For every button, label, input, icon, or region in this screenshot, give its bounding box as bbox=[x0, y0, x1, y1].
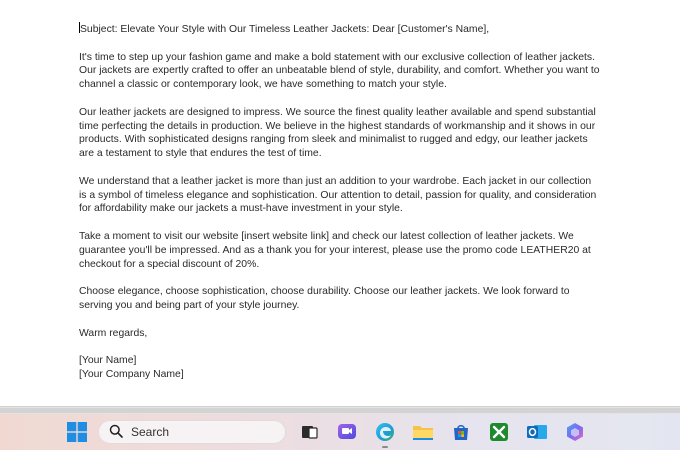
signature-block bbox=[79, 354, 609, 382]
meet-chat-icon[interactable] bbox=[334, 419, 360, 445]
search-icon bbox=[109, 424, 123, 441]
text-line: Our leather jackets are designed to impress. We source the finest quality leather available and spend substantial bbox=[79, 106, 596, 118]
subject-paragraph bbox=[79, 22, 609, 37]
task-view-icon[interactable] bbox=[296, 419, 322, 445]
text-line: time perfecting the details in production. We believe in the highest standards of workmanship and it shows in our bbox=[79, 120, 596, 132]
body-paragraph-1 bbox=[79, 51, 609, 92]
xbox-icon[interactable] bbox=[486, 419, 512, 445]
text-line: serving you and being part of your style journey. bbox=[79, 299, 300, 311]
signature-name: [Your Name] bbox=[79, 355, 137, 367]
windows-start-icon[interactable] bbox=[64, 419, 90, 445]
text-line: channel a classic or contemporary look, we have something to match your style. bbox=[79, 79, 447, 91]
text-line: Take a moment to visit our website [insert website link] and check our latest collection of leather jackets. We bbox=[79, 230, 574, 242]
closing-line: Warm regards, bbox=[79, 327, 148, 339]
text-line: Choose elegance, choose sophistication, choose durability. Choose our leather jackets. We look forward to bbox=[79, 286, 570, 298]
body-paragraph-5 bbox=[79, 285, 609, 313]
text-line: is a symbol of timeless elegance and sophistication. Our attention to detail, passion for quality, and consideration bbox=[79, 189, 597, 201]
text-line: We understand that a leather jacket is more than just an addition to your wardrobe. Each jacket in our collection bbox=[79, 175, 592, 187]
document-body[interactable] bbox=[79, 22, 609, 396]
copilot-icon[interactable] bbox=[562, 419, 588, 445]
microsoft-store-icon[interactable] bbox=[448, 419, 474, 445]
text-line: products. With sophisticated designs ranging from sleek and minimalist to rugged and edgy, our leather jackets bbox=[79, 134, 588, 146]
body-paragraph-3 bbox=[79, 175, 609, 216]
body-paragraph-4 bbox=[79, 230, 609, 271]
signature-company: [Your Company Name] bbox=[79, 368, 184, 380]
text-line: for affordability make our jackets a must-have investment in your style. bbox=[79, 203, 403, 215]
text-line: are a testament to style that endures the test of time. bbox=[79, 148, 322, 160]
active-indicator bbox=[382, 446, 388, 448]
file-explorer-icon[interactable] bbox=[410, 419, 436, 445]
subject-line: Subject: Elevate Your Style with Our Timeless Leather Jackets: Dear [Customer's Name], bbox=[80, 24, 490, 35]
taskbar bbox=[0, 414, 680, 450]
taskbar-search-box[interactable] bbox=[98, 420, 286, 444]
text-line: Our jackets are expertly crafted to offer an unbeatable blend of style, durability, and comfort. Whether you want to bbox=[79, 65, 600, 77]
text-line: It's time to step up your fashion game and make a bold statement with our exclusive collection of leather jackets. bbox=[79, 51, 596, 63]
search-label: Search bbox=[131, 425, 170, 439]
text-line: checkout for a special discount of 20%. bbox=[79, 258, 260, 270]
outlook-icon[interactable] bbox=[524, 419, 550, 445]
edge-browser-icon[interactable] bbox=[372, 419, 398, 445]
text-line: guarantee you'll be impressed. And as a thank you for your interest, please use the promo code LEATHER20 at bbox=[79, 244, 591, 256]
scrollbar-thumb[interactable] bbox=[0, 408, 680, 413]
body-paragraph-2 bbox=[79, 106, 609, 161]
